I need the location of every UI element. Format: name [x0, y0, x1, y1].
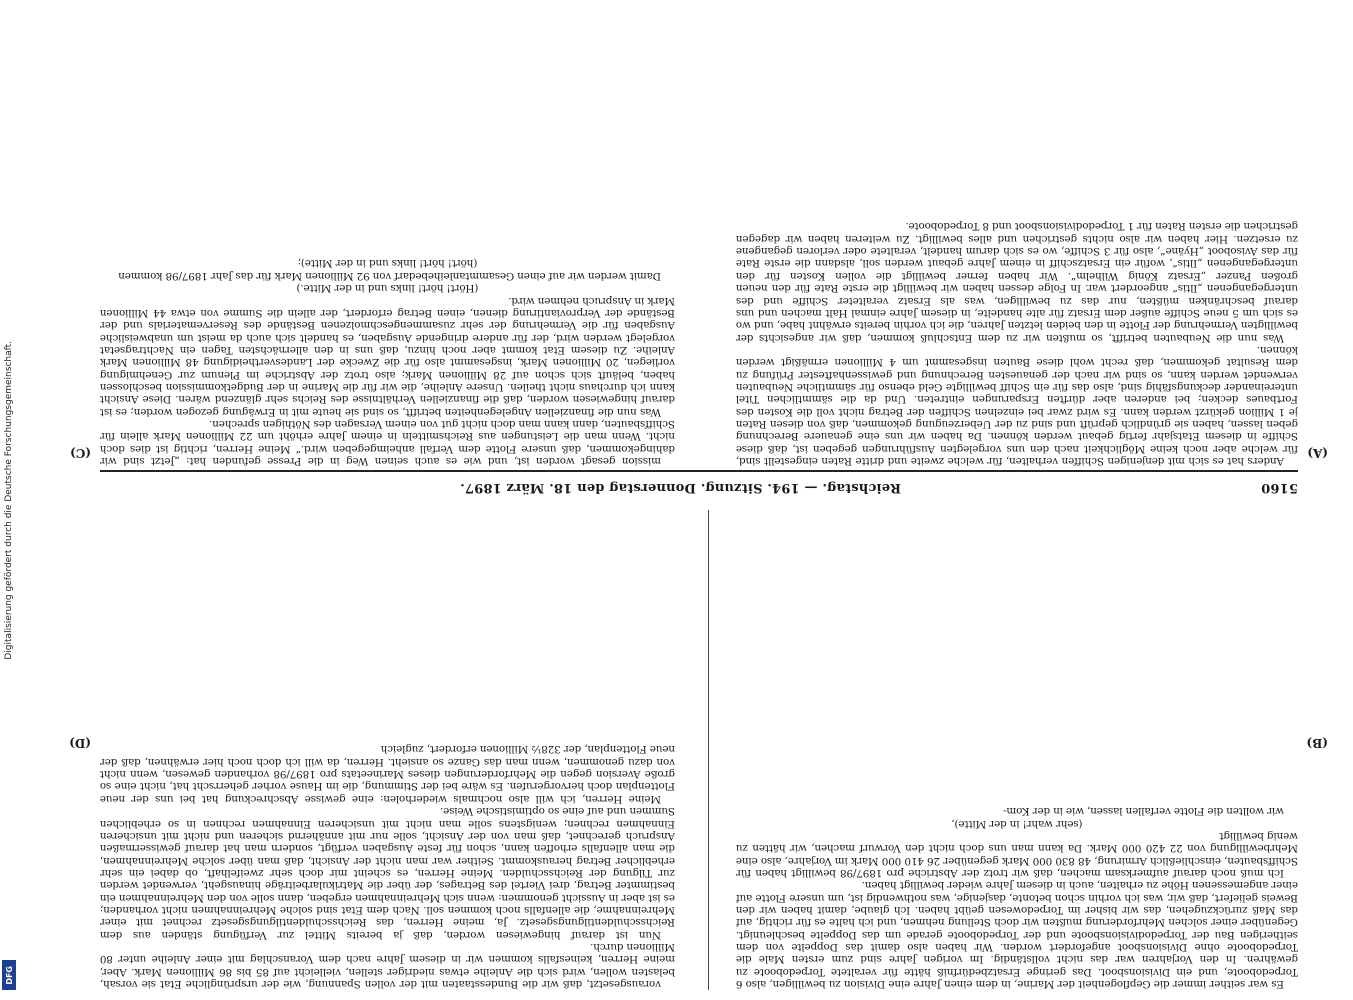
scanned-page [40, 0, 1353, 1000]
paragraph: Es war seither immer die Gepflogenheit der Marine, in dem einen Jahre eine Division zu bewilligen, also 6 Torpedoboote, und ein Divisionsboot. Das geringe Ersatzbedürfniß hätte für veraltete Torpedoboote zu gewähren. In den Vorjahren war das nicht vollständig. Im vorigen Jahre sind zum ersten Male die Torpedoboote ohne Divisionsboot angefordert worden. Wir haben also damit das Doppelte von dem seitherigen Bau der Torpedodivisionsboote und der Torpedoboote gerade um das Doppelte beschleunigt. Gegenüber einer solchen Mehrforderung mußten wir doch Stellung nehmen, und ich halte es für richtig, auf das Maß zurückzugehen, das wir bisher im Torpedowesen geübt haben. Ich glaube, damit haben wir den Beweis geliefert, daß wir, was ich vorhin schon betonte, dasjenige, was nothwendig ist, um unsere Flotte auf einer angemessenen Höhe zu erhalten, auch in diesem Jahre wieder bewilligt haben. [736, 879, 1298, 990]
paragraph: Was nun die finanziellen Angelegenheiten betrifft, so sind sie heute mit in Erwägung gezogen worden; es ist darauf hingewiesen worden, daß die finanziellen Verhältnisse des Reichs sehr glänzend wären. Diese Ansicht kann ich durchaus nicht theilen. Unsere Anleihe, die wir für die Marine in der Budgetkommission beschlossen haben, beläuft sich schon auf 28 Millionen Mark; also trotz der Abstriche im Plenum zur Genehmigung vorliegen, 20 Millionen Mark, insgesammt also für die Zwecke der Landesvertheidigung 48 Millionen Mark Anleihe. Zu diesem Etat kommt aber noch hinzu, daß uns in den allernächsten Tagen ein Nachtragsetat vorgelegt werden wird, der für andere dringende Ausgaben, es handelt sich auch da meist um unabweisliche Ausgaben für die Vermehrung der sehr zusammengeschmolzenen Bestände des Reservematerials und der Bestände der Verproviantirung dienen, einen Betrag erfordert, der allein die Summe von etwa 44 Millionen Mark in Anspruch nehmen wird. [100, 294, 675, 418]
paragraph: Damit werden wir auf einen Gesammtanleihebedarf von 92 Millionen Mark für das Jahr 1897/98 kommen [118, 269, 661, 282]
page-header [100, 475, 1298, 495]
interjection: (sehr wahr! in der Mitte), [951, 817, 1083, 830]
column-divider [708, 510, 709, 990]
interjection: (hört! hört! links und in der Mitte); [297, 257, 478, 270]
dfg-logo [2, 960, 16, 990]
paragraph: Was nun die Neubauten betrifft, so mußten wir zu dem Entschluß kommen, daß wir angesichts der bewilligten Vermehrung der Flotte in den beiden letzten Jahren, die ich vorhin bereits erwähnt habe, und wo es sich um 5 neue Schiffe außer dem Ersatz für alte handelte, in diesem Jahre einmal Halt machen und uns darauf beschränken müßten, nur das zu bewilligen, was als Ersatz veralteter Schiffe und des untergegangenen „Iltis“ angeordert war. In Folge dessen haben wir bewilligt die erste Rate für den neuen großen Panzer „Ersatz König Wilhelm“. Wir haben ferner bewilligt die vollen Kosten für den untergegangenen „Iltis“, wofür ein Ersatzschiff in einem Jahre gebaut werden soll, alsdann die erste Rate für das Avisoboot „Hyäne“, also für 3 Schiffe, wo es sich darum handelt, veraltete oder verloren gegangene zu ersetzen. Hier haben wir also nichts gestrichen und alles bewilligt. Zu weiteren haben wir dagegen gestrichen die ersten Raten für 1 Torpedodivisionsboot und 8 Torpedoboote. [736, 220, 1298, 344]
paragraph: mission gesagt worden ist, und wie es auch seinen Weg in die Presse gefunden hat: „Jetzt sind wir dahingekommen, daß unsere Flotte dem Verfall anheimgegeben wird.“ Meine Herren, richtig ist dies doch nicht. Wenn man die Leistungen aus Reichsmitteln in einem Jahre erhöht um 22 Millionen Mark allein für Schiffsbauten, dann kann man doch nicht gut von einem Versagen des Nöthigen sprechen. [100, 417, 675, 467]
column-c [100, 17, 675, 467]
paragraph: Meine Herren, ich will also nochmals wiederholen: eine gewisse Abschreckung hat bei uns der neue Flottenplan doch hervorgerufen. Es wäre bei der Stimmung, die im Hause vorher geherrscht hat, nicht eine so große Aversion gegen die Mehrforderungen dieses Marineetats pro 1897/98 vorhanden gewesen, wenn nicht von dazu genommen, wenn man das Ganze so ansieht. Herren, da will ich doch noch hier erwähnen, daß der neue Flottenplan, der 328½ Millionen erfordert, zugleich [100, 743, 675, 805]
running-title: Reichstag. — 194. Sitzung. Donnerstag den 18. März 1897. [459, 480, 902, 495]
funding-notice [0, 0, 18, 1000]
paragraph: Nun ist darauf hingewiesen worden, daß ja bereits Mittel zur Verfügung ständen aus dem Reichsschuldentilgungsgesetz. Ja, meine Herren, das Reichsschuldentilgungsgesetz rechnet mit einer Mehreinnahme, die allenfalls noch kommen soll. Nach dem Etat sind solche Mehreinnahmen nicht vorhanden; es ist aber in Aussicht genommen: wenn sich Mehreinnahmen ergeben, dann solle von den Mehreinnahmen ein bestimmter Betrag, drei Viertel des Betrages, der über die Matrikularbeiträge hinausgeht, verwendet werden zur Tilgung der Reichsschulden. Meine Herren, es scheint mir doch sehr zweifelhaft, ob dabei ein sehr erheblicher Betrag herauskommt. Seither war man nicht der Ansicht, daß man über solche Mehreinnahmen, die man allenfalls erhoffen kann, schon für feste Ausgaben verfügt, sondern man hat darauf gewissermaßen Anspruch gerechnet, daß man von der Ansicht, solle nur mit annähernd sicheren und nicht mit unsicheren Einnahmen rechnen; wenigstens solle man nicht mit unsicheren Einnahmen rechnen in so erheblichen Summen und auf eine so optimistische Weise. [100, 805, 675, 941]
page-number: 5160 [1261, 480, 1298, 495]
column-d [100, 510, 675, 990]
margin-marker-c: (C) [70, 446, 91, 460]
interjection: (Hört! hört! links und in der Mitte.) [296, 282, 479, 295]
dfg-logo-text: DFG [4, 965, 14, 985]
header-rule [100, 470, 1298, 472]
column-b [736, 510, 1298, 990]
paragraph: Ich muß noch darauf aufmerksam machen, daß wir trotz der Abstriche pro 1897/98 bewilligt haben für Schiffsbauten, einschließlich Armirung, 48 830 000 Mark gegenüber 26 410 000 Mark im Vorjahre, also eine Mehrbewilligung von 22 420 000 Mark. Da kann man uns doch nicht den Vorwurf machen, wir hätten zu wenig bewilligt [736, 829, 1298, 879]
paragraph: Anders hat es sich mit denjenigen Schiffen verhalten, für welche zweite und dritte Raten eingestellt sind, für welche aber noch keine Möglichkeit nach den uns vorgelegten Ausführungen gegeben ist, daß diese Schiffe in diesem Etatsjahr fertig gebaut werden können. Da haben wir uns eine genauere Berechnung geben lassen, haben sie gründlich geprüft und sind zu der Ueberzeugung gekommen, daß von diesen Raten je 1 Million gekürzt werden kann. Es wird zwar bei einzelnen Schiffen der Betrag nicht voll die Kosten des Fortbaues decken; bei anderen aber dürften Ersparungen eintreten. Und da die sämmtlichen Titel untereinander deckungsfähig sind, also das für ein Schiff bewilligte Geld ebenso für sämmtliche Neubauten verwendet werden kann, so sind wir nach der genauesten Berechnung und gewissenhaftester Prüfung zu dem Resultat gekommen, daß recht wohl diese Bauten insgesammt um 4 Millionen ermäßigt werden können. [736, 343, 1298, 467]
margin-marker-b: (B) [1306, 736, 1328, 750]
margin-marker-a: (A) [1307, 446, 1328, 460]
funding-notice-text: Digitalisierung gefördert durch die Deutsche Forschungsgemeinschaft. [4, 340, 14, 660]
column-a [736, 17, 1298, 467]
paragraph: vorausgesetzt, daß wir die Bundesstaaten mit der vollen Spannung, wie der ursprüngliche Etat sie vorsah, belasten wollen, wird sich die Anleihe etwas niedriger stellen, vielleicht auf 85 bis 86 Millionen Mark. Aber, meine Herren, keinesfalls kommen wir in diesem Jahre nach dem Voranschlag mit einer Anleihe unter 80 Millionen durch. [100, 940, 675, 990]
margin-marker-d: (D) [69, 736, 91, 750]
paragraph: wir wollten die Flotte verfallen lassen, wie in der Kom- [1003, 805, 1284, 818]
